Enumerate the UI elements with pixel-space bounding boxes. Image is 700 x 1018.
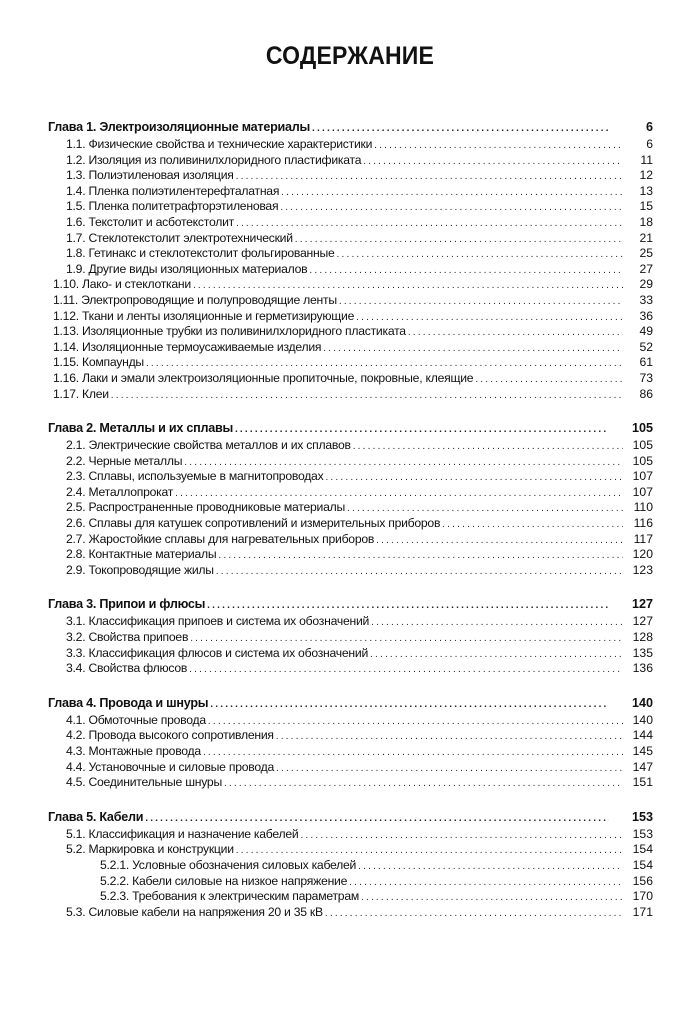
entry-label: Глава 2. Металлы и их сплавы — [48, 421, 233, 436]
toc-section-entry[interactable] — [48, 438, 653, 454]
toc-section-entry[interactable] — [48, 262, 653, 278]
chapter-4 — [48, 694, 653, 791]
dot-leader — [175, 486, 623, 502]
entry-label: 3.3. Классификация флюсов и система их обозначений — [66, 645, 369, 660]
toc-section-entry[interactable] — [48, 246, 653, 262]
entry-page: 73 — [639, 370, 653, 385]
dot-leader — [146, 356, 623, 372]
entry-label: Глава 1. Электроизоляционные материалы — [48, 120, 311, 134]
entry-page: 21 — [639, 230, 653, 245]
entry-label: 3.2. Свойства припоев — [66, 630, 189, 645]
toc-section-entry[interactable] — [48, 153, 653, 169]
entry-page: 107 — [632, 484, 653, 499]
dot-leader — [295, 232, 623, 248]
entry-label: 1.17. Клеи — [53, 386, 109, 401]
entry-page: 52 — [639, 339, 653, 354]
dot-leader — [145, 809, 609, 828]
dot-leader — [312, 119, 609, 138]
toc-section-entry[interactable] — [48, 231, 653, 247]
toc-section-entry[interactable] — [48, 485, 653, 501]
dot-leader — [190, 631, 623, 647]
dot-leader — [370, 647, 623, 663]
entry-label: 2.6. Сплавы для катушек сопротивлений и измерительных приборов — [66, 516, 441, 531]
entry-page: 123 — [632, 562, 653, 577]
dot-leader — [216, 564, 623, 580]
entry-page: 127 — [631, 597, 653, 612]
entry-label: 4.2. Провода высокого сопротивления — [66, 728, 274, 743]
entry-label: 1.4. Пленка полиэтилентерефталатная — [66, 183, 280, 198]
entry-page: 144 — [632, 728, 653, 743]
entry-page: 128 — [632, 630, 653, 645]
entry-label: 5.1. Классификация и назначение кабелей — [66, 826, 299, 841]
toc-section-entry[interactable] — [48, 340, 653, 356]
entry-label: 2.8. Контактные материалы — [66, 547, 217, 562]
entry-label: 1.6. Текстолит и асботекстолит — [66, 214, 234, 229]
entry-label: 1.10. Лако- и стеклоткани — [53, 277, 191, 292]
toc-section-entry[interactable] — [48, 454, 653, 470]
entry-label: 2.4. Металлопрокат — [66, 484, 174, 499]
dot-leader — [235, 420, 609, 439]
entry-page: 170 — [632, 889, 653, 904]
entry-page: 107 — [632, 469, 653, 484]
entry-page: 117 — [633, 531, 653, 546]
entry-label: 2.3. Сплавы, используемые в магнитопроводах — [66, 469, 324, 484]
toc-section-entry[interactable] — [48, 728, 653, 744]
toc-section-entry[interactable] — [48, 713, 653, 729]
entry-page: 25 — [639, 246, 653, 261]
entry-page: 27 — [639, 261, 653, 276]
entry-page: 151 — [632, 775, 653, 790]
entry-label: 1.2. Изоляция из поливинилхлоридного пластификата — [66, 152, 362, 167]
entry-label: 1.8. Гетинакс и стеклотекстолит фольгированные — [66, 246, 335, 261]
chapter-5 — [48, 808, 653, 921]
toc-section-entry[interactable] — [48, 277, 653, 293]
dot-leader — [408, 325, 623, 341]
entry-page: 127 — [632, 614, 653, 629]
dot-leader — [339, 294, 623, 310]
dot-leader — [358, 859, 623, 875]
dot-leader — [376, 533, 623, 549]
dot-leader — [184, 455, 623, 471]
toc-section-entry[interactable] — [48, 371, 653, 387]
dot-leader — [323, 341, 623, 357]
entry-label: 4.1. Обмоточные провода — [66, 712, 206, 727]
entry-label: 1.1. Физические свойства и технические характеристики — [66, 137, 373, 151]
entry-page: 135 — [632, 645, 653, 660]
toc-section-entry[interactable] — [48, 547, 653, 563]
dot-leader — [353, 439, 623, 455]
toc-section-entry[interactable] — [48, 775, 653, 791]
dot-leader — [236, 216, 623, 232]
entry-label: 3.1. Классификация припоев и система их обозначений — [66, 614, 370, 629]
chapter-2 — [48, 419, 653, 578]
dot-leader — [224, 776, 623, 792]
dot-leader — [208, 714, 623, 730]
entry-page: 105 — [632, 453, 653, 468]
entry-page: 140 — [631, 695, 653, 710]
entry-label: Глава 4. Провода и шнуры — [48, 695, 209, 710]
entry-label: 5.2. Маркировка и конструкции — [66, 842, 234, 857]
toc-section-entry[interactable] — [48, 137, 653, 153]
dot-leader — [309, 263, 623, 279]
toc-subsection-entry[interactable] — [48, 889, 653, 905]
entry-page: 145 — [632, 744, 653, 758]
dot-leader — [280, 200, 623, 216]
entry-label: 1.15. Компаунды — [53, 355, 144, 370]
entry-label: 2.7. Жаростойкие сплавы для нагревательных приборов — [66, 531, 375, 546]
toc-section-entry[interactable] — [48, 630, 653, 646]
entry-label: 4.5. Соединительные шнуры — [66, 775, 222, 790]
dot-leader — [281, 185, 623, 201]
entry-label: 1.14. Изоляционные термоусаживаемые изделия — [53, 339, 322, 354]
toc-subsection-entry[interactable] — [48, 858, 653, 874]
entry-label: 1.9. Другие виды изоляционных материалов — [66, 261, 308, 276]
toc-section-entry[interactable] — [48, 168, 653, 184]
dot-leader — [361, 890, 623, 906]
entry-page: 153 — [632, 826, 653, 841]
entry-label: 5.2.3. Требования к электрическим параметрам — [100, 889, 359, 904]
toc-section-entry[interactable] — [48, 827, 653, 843]
entry-page: 154 — [632, 842, 653, 857]
toc-section-entry[interactable] — [48, 199, 653, 215]
entry-page: 140 — [632, 712, 653, 727]
entry-label: 1.3. Полиэтиленовая изоляция — [66, 168, 234, 183]
toc-chapter-entry[interactable] — [48, 808, 653, 827]
entry-page: 61 — [639, 355, 653, 370]
entry-label: 3.4. Свойства флюсов — [66, 661, 188, 676]
toc-section-entry[interactable] — [48, 215, 653, 231]
toc-section-entry[interactable] — [48, 744, 653, 760]
toc-section-entry[interactable] — [48, 516, 653, 532]
entry-page: 15 — [639, 199, 653, 214]
dot-leader — [218, 548, 623, 564]
entry-page: 105 — [632, 438, 653, 453]
dot-leader — [356, 310, 623, 326]
entry-label: 4.3. Монтажные провода — [66, 744, 201, 758]
dot-leader — [203, 745, 623, 761]
toc-section-entry[interactable] — [48, 293, 653, 309]
toc-section-entry[interactable] — [48, 760, 653, 776]
chapter-1 — [48, 118, 653, 402]
dot-leader — [325, 470, 623, 486]
entry-page: 49 — [639, 324, 653, 339]
entry-page: 86 — [639, 386, 653, 401]
entry-page: 105 — [631, 421, 653, 436]
entry-label: 2.5. Распространенные проводниковые материалы — [66, 500, 345, 515]
toc-chapter-entry[interactable] — [48, 419, 653, 438]
toc-section-entry[interactable] — [48, 500, 653, 516]
dot-leader — [300, 828, 623, 844]
entry-label: 2.9. Токопроводящие жилы — [66, 562, 214, 577]
dot-leader — [236, 169, 623, 185]
toc-chapter-entry[interactable] — [48, 595, 653, 614]
toc-section-entry[interactable] — [48, 469, 653, 485]
dot-leader — [111, 388, 623, 404]
entry-page: 36 — [639, 308, 653, 323]
page-title: СОДЕРЖАНИЕ — [265, 42, 435, 70]
toc-section-entry[interactable] — [48, 184, 653, 200]
entry-page: 153 — [631, 809, 653, 824]
dot-leader — [276, 761, 623, 777]
entry-page: 156 — [632, 873, 653, 888]
dot-leader — [276, 729, 623, 745]
entry-page: 6 — [646, 137, 653, 151]
chapter-3 — [48, 595, 653, 676]
entry-page: 18 — [639, 214, 653, 229]
entry-label: 5.2.1. Условные обозначения силовых кабелей — [100, 857, 357, 872]
entry-page: 116 — [633, 516, 653, 531]
table-of-contents — [48, 118, 653, 937]
entry-label: 1.5. Пленка политетрафторэтиленовая — [66, 199, 279, 214]
dot-leader — [347, 501, 623, 517]
entry-label: 1.13. Изоляционные трубки из поливинилхлоридного пластиката — [53, 324, 406, 339]
entry-label: 5.3. Силовые кабели на напряжения 20 и 35 кВ — [66, 904, 323, 919]
entry-page: 13 — [639, 183, 653, 198]
entry-label: 1.11. Электропроводящие и полупроводящие ленты — [53, 292, 337, 307]
toc-section-entry[interactable] — [48, 532, 653, 548]
entry-label: 5.2.2. Кабели силовые на низкое напряжение — [100, 873, 348, 888]
entry-page: 120 — [632, 547, 653, 562]
dot-leader — [371, 615, 623, 631]
entry-page: 171 — [632, 904, 653, 919]
toc-section-entry[interactable] — [48, 661, 653, 677]
dot-leader — [325, 906, 623, 922]
entry-page: 110 — [633, 500, 653, 515]
entry-label: Глава 3. Припои и флюсы — [48, 597, 206, 612]
entry-page: 12 — [639, 168, 653, 183]
dot-leader — [193, 278, 623, 294]
toc-chapter-entry[interactable] — [48, 694, 653, 713]
dot-leader — [442, 517, 623, 533]
dot-leader — [207, 596, 609, 615]
entry-label: 2.2. Черные металлы — [66, 453, 183, 468]
dot-leader — [189, 662, 623, 678]
toc-section-entry[interactable] — [48, 563, 653, 579]
toc-section-entry[interactable] — [48, 842, 653, 858]
entry-label: 1.16. Лаки и эмали электроизоляционные пропиточные, покровные, клеящие — [53, 370, 474, 385]
entry-page: 136 — [632, 661, 653, 676]
toc-subsection-entry[interactable] — [48, 874, 653, 890]
dot-leader — [363, 154, 623, 170]
entry-label: 2.1. Электрические свойства металлов и их сплавов — [66, 438, 351, 453]
dot-leader — [236, 843, 623, 859]
entry-page: 29 — [639, 277, 653, 292]
entry-page: 147 — [632, 759, 653, 774]
toc-section-entry[interactable] — [48, 905, 653, 921]
entry-label: 1.12. Ткани и ленты изоляционные и герметизирующие — [53, 308, 355, 323]
toc-chapter-entry[interactable] — [48, 118, 653, 137]
entry-page: 33 — [639, 292, 653, 307]
toc-section-entry[interactable] — [48, 646, 653, 662]
toc-section-entry[interactable] — [48, 614, 653, 630]
dot-leader — [374, 138, 623, 154]
entry-page: 154 — [632, 857, 653, 872]
dot-leader — [349, 875, 623, 891]
entry-label: Глава 5. Кабели — [48, 809, 144, 824]
toc-section-entry[interactable] — [48, 387, 653, 403]
dot-leader — [337, 247, 623, 263]
toc-section-entry[interactable] — [48, 355, 653, 371]
dot-leader — [475, 372, 623, 388]
dot-leader — [210, 695, 609, 714]
entry-page: 6 — [645, 120, 653, 134]
entry-label: 1.7. Стеклотекстолит электротехнический — [66, 230, 293, 245]
entry-label: 4.4. Установочные и силовые провода — [66, 759, 274, 774]
toc-section-entry[interactable] — [48, 309, 653, 325]
toc-section-entry[interactable] — [48, 324, 653, 340]
entry-page: 11 — [640, 152, 653, 167]
